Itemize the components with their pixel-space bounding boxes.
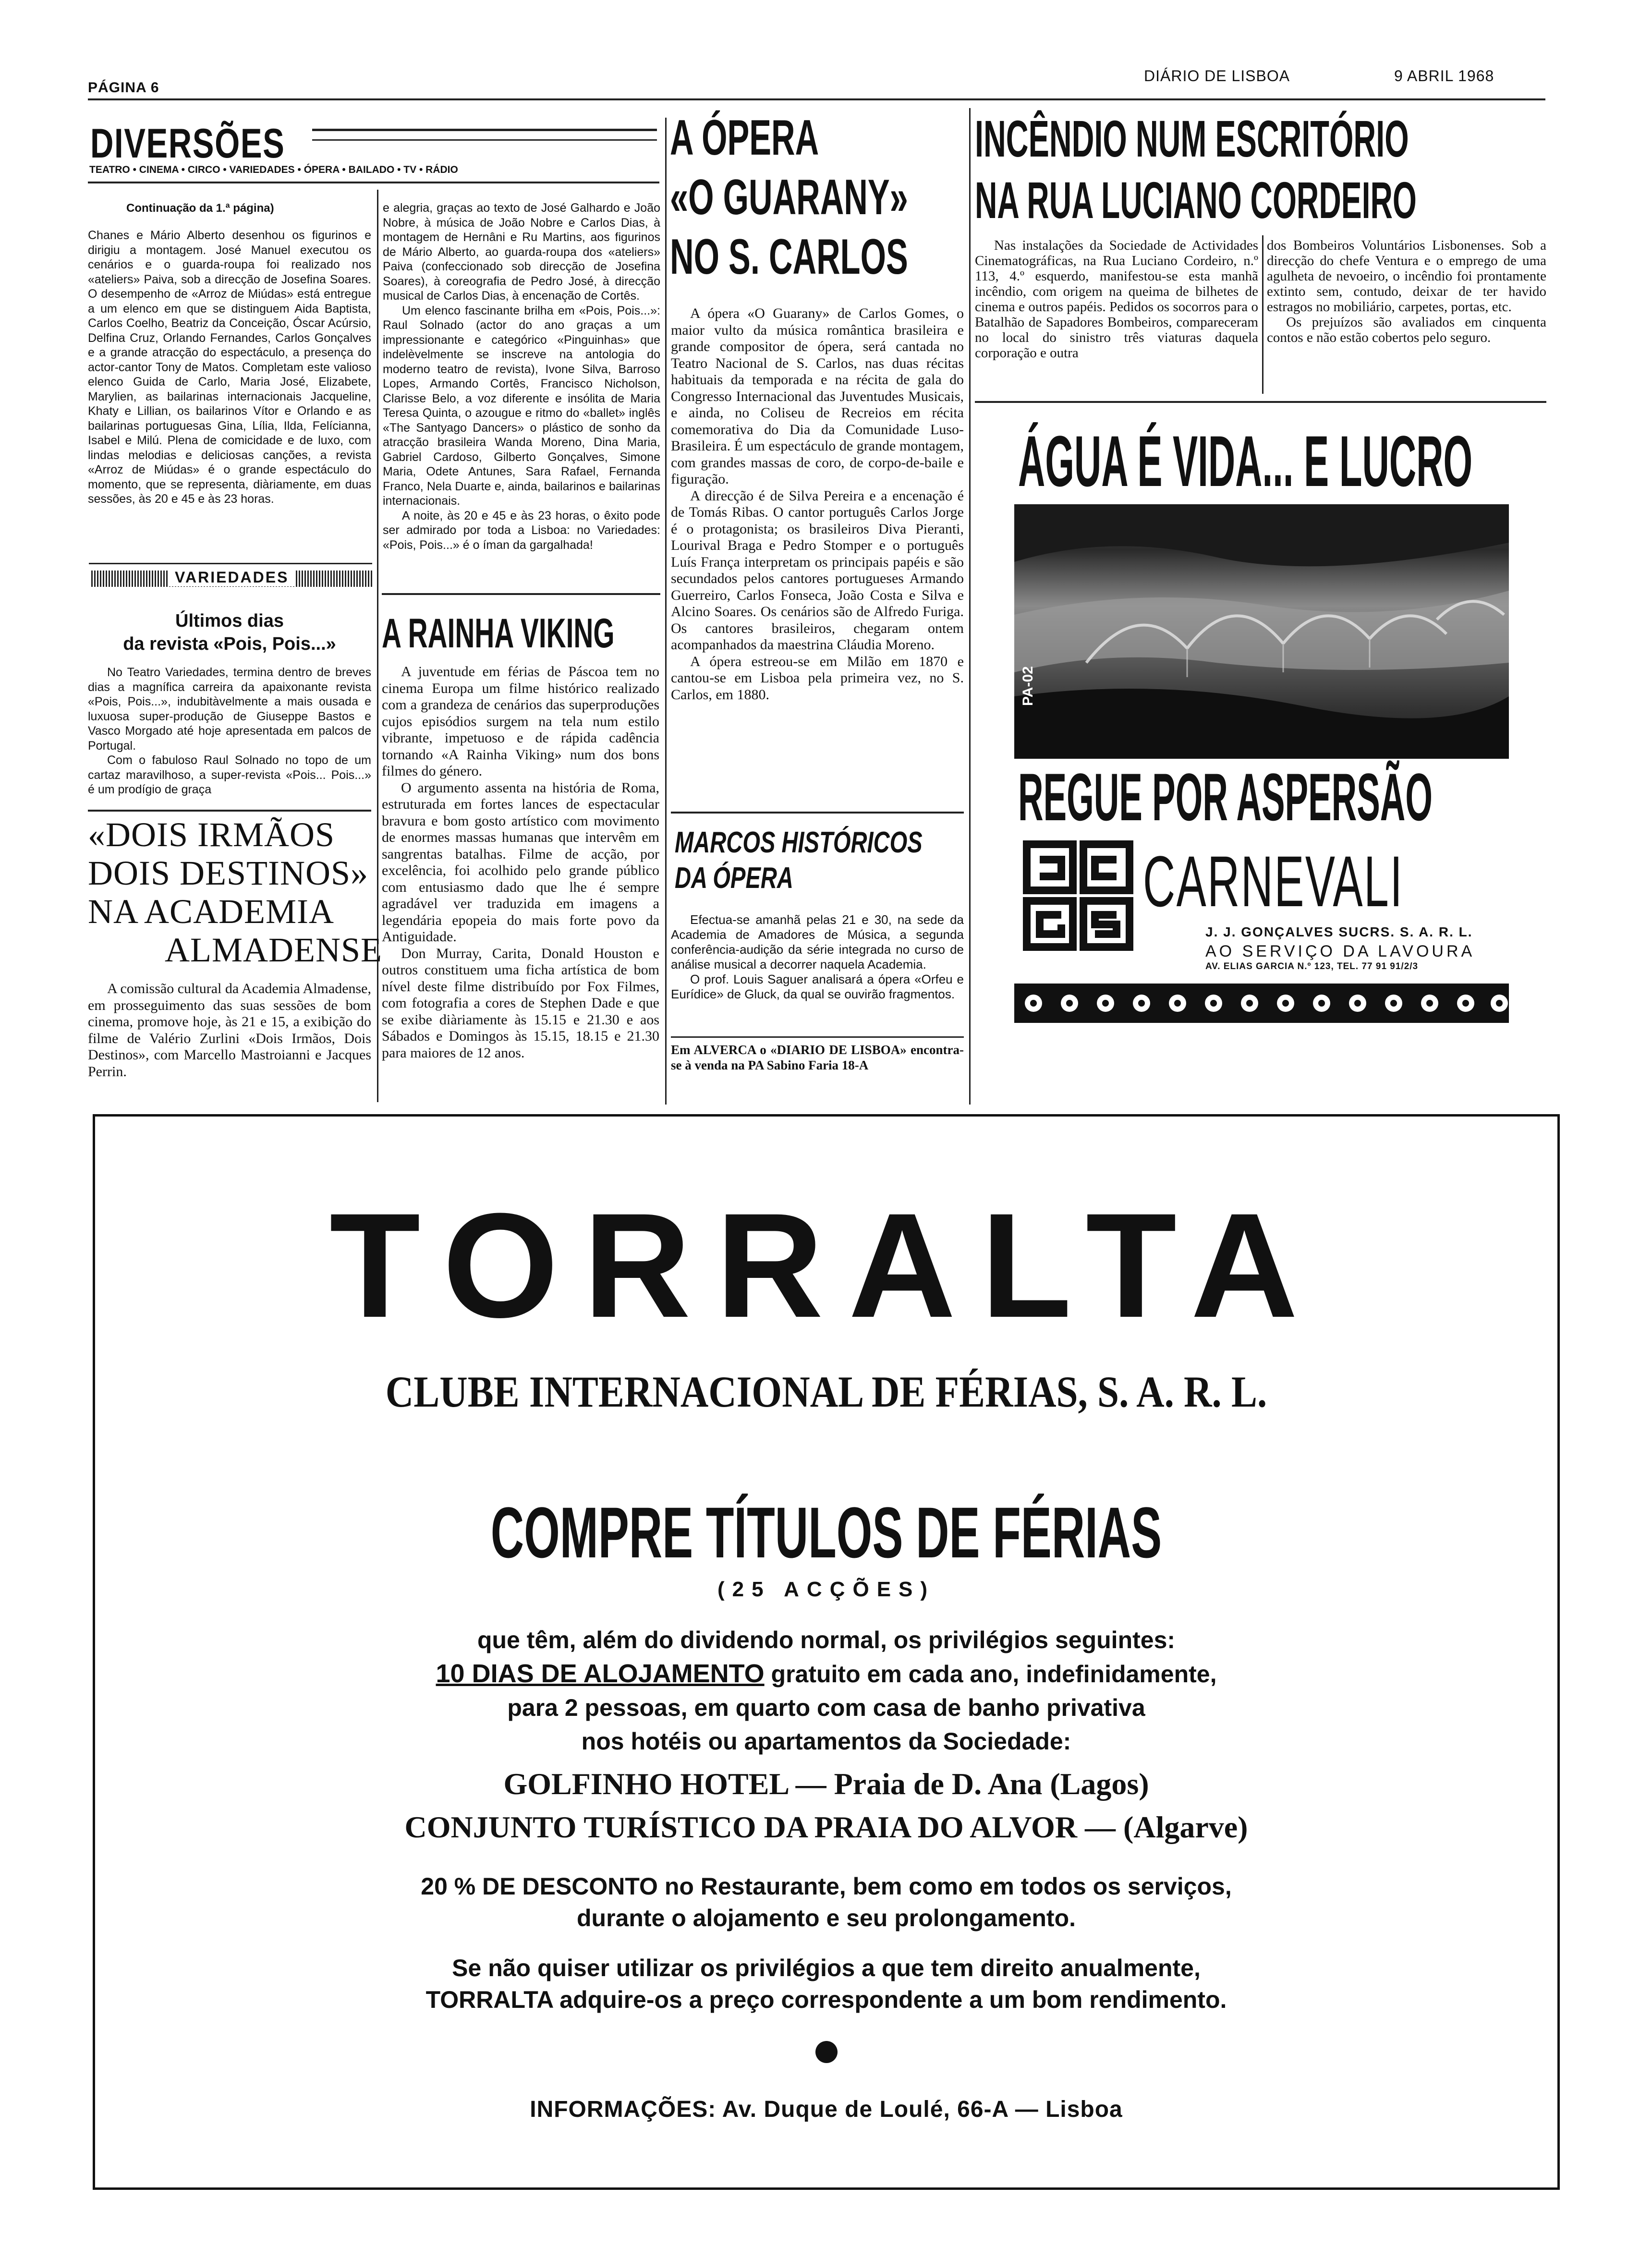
torralta-headline: COMPRE TÍTULOS DE FÉRIAS bbox=[490, 1492, 1162, 1573]
torralta-lodging-highlight: 10 DIAS DE ALOJAMENTO bbox=[436, 1659, 765, 1688]
torralta-discount bbox=[95, 1870, 1557, 1934]
opera-headline-1: A ÓPERA bbox=[670, 110, 819, 166]
carnevali-address: AV. ELIAS GARCIA N.º 123, TEL. 77 91 91/2/3 bbox=[1205, 961, 1419, 972]
torralta-brand: TORRALTA bbox=[329, 1182, 1324, 1348]
incendio-col2 bbox=[1267, 238, 1546, 345]
sprinkler-photo-illustration bbox=[1014, 504, 1509, 759]
dois-irmaos-headline bbox=[88, 815, 382, 969]
torralta-closing-line-1: Se não quiser utilizar os privilégios a que tem direito anualmente, bbox=[452, 1955, 1201, 1981]
incendio-col2-text-b: Os prejuízos são avaliados em cinquenta contos e não estão cobertos pelo seguro. bbox=[1267, 315, 1546, 345]
incendio-col2-text-a: dos Bombeiros Voluntários Lisbonenses. Sob a direcção do chefe Ventura e o emprego de uma agulheta de nevoeiro, o incêndio foi prontamente extinto sem, contudo, deixar de ter havido estragos no mobiliário, carpetes, portas, etc. bbox=[1267, 238, 1546, 315]
page-number: PÁGINA 6 bbox=[88, 80, 159, 96]
photo-tag: PA-02 bbox=[1020, 666, 1036, 706]
torralta-line-3: para 2 pessoas, em quarto com casa de banho privativa bbox=[507, 1694, 1145, 1721]
variedades-headline-1: Últimos dias bbox=[175, 611, 284, 631]
diversoes-col1-text: Chanes e Mário Alberto desenhou os figurinos e dirigiu a montagem. José Manuel executou os cenários e o guarda-roupa foi realizado nos «ateliers» Paiva, sob a direcção de Josefina Soares. O desempenho de «Arroz de Miúdas» está entregue a um elenco em que se distinguem Aida Baptista, Carlos Coelho, Beatriz da Conceição, Óscar Acúrsio, Delfina Cruz, Orlando Fernandes, Carlos Gonçalves e a grande atracção do espectáculo, a presença do actor-cantor Tony de Matos. Completam este valioso elenco Guida de Carlo, Maria José, Elizabete, Marylien, as bailarinas internacionais Jacqueline, Khaty e Lillian, os bailarinos Vítor e Orlando e as bailarinas portuguesas Gina, Lília, Ilda, Felícianna, Isabel e Milú. Plena de comicidade e de luxo, com lindas melodias e deliciosas canções, a revista «Arroz de Miúdas» é o grande espectáculo do momento, que se representa, diàriamente, em duas sessões, às 20 e 45 e às 23 horas. bbox=[88, 229, 371, 506]
torralta-discount-line-1 bbox=[95, 1870, 1557, 1902]
gs-logo-icon bbox=[1023, 840, 1133, 951]
alverca-notice: Em ALVERCA o «DIARIO DE LISBOA» encontra-se à venda na PA Sabino Faria 18-A bbox=[671, 1043, 964, 1072]
variedades-headline-2: da revista «Pois, Pois...» bbox=[123, 634, 336, 654]
marcos-text-2: O prof. Louis Saguer analisará a ópera «Orfeu e Eurídice» de Gluck, da qual se ouvirão fragmentos. bbox=[671, 972, 964, 1001]
diversoes-title-rule bbox=[312, 129, 657, 131]
carnevali-brand: CARNEVALI bbox=[1143, 841, 1404, 922]
dois-irmaos-headline-4: ALMADENSE bbox=[165, 931, 382, 969]
dois-irmaos-text: A comissão cultural da Academia Almadense, em prosseguimento das suas sessões de bom cinema, promove hoje, às 21 e 15, a exibição do filme de Valério Zurlini «Dois Irmãos, Dois Destinos», com Marcello Mastroianni e Jacques Perrin. bbox=[88, 981, 371, 1080]
diversoes-col2-text-b: Um elenco fascinante brilha em «Pois, Pois...»: Raul Solnado (actor do ano graças a um impressionante e categórico «Pinguinhas» que indelèvelmente se inscreve na antologia do moderno teatro de revista), Ivone Silva, Barroso Lopes, Armando Cortês, Francisco Nicholson, Clarisse Belo, a voz diferente e insólita de Maria Teresa Quinta, o azougue e ritmo do «ballet» inglês «The Santyago Dancers» o plástico de sonho da atracção brasileira Wanda Moreno, Dina Maria, Gabriel Cardoso, Gilberto Gonçalves, Simone Maria, Odete Antunes, Sara Rafael, Fernanda Franco, Nela Duarte e, ainda, bailarinos e bailarinas internacionais. bbox=[383, 304, 660, 508]
bullet-dot-icon bbox=[815, 2041, 838, 2063]
newspaper-name: DIÁRIO DE LISBOA bbox=[1144, 67, 1290, 85]
diversoes-col2-text-c: A noite, às 20 e 45 e às 23 horas, o êxito pode ser admirado por toda a Lisboa: no Variedades: «Pois, Pois...» é o íman da gargalhada! bbox=[383, 509, 660, 552]
torralta-hotel-2: CONJUNTO TURÍSTICO DA PRAIA DO ALVOR — (Algarve) bbox=[404, 1810, 1248, 1844]
diversoes-section-title: DIVERSÕES bbox=[90, 121, 285, 167]
incendio-headline-1: INCÊNDIO NUM ESCRITÓRIO bbox=[975, 109, 1409, 168]
diversoes-col2 bbox=[383, 201, 660, 552]
issue-date: 9 ABRIL 1968 bbox=[1394, 67, 1494, 85]
marcos-text-1: Efectua-se amanhã pelas 21 e 30, na sede da Academia de Amadores de Música, a segunda conferência-audição da série integrada no curso de análise musical a decorrer naquela Academia. bbox=[671, 912, 964, 972]
diversoes-subtitle: TEATRO • CINEMA • CIRCO • VARIEDADES • ÓPERA • BAILADO • TV • RÁDIO bbox=[89, 164, 458, 175]
torralta-discount-rest: no Restaurante, bem como em todos os serviços, bbox=[657, 1873, 1232, 1900]
carnevali-service: AO SERVIÇO DA LAVOURA bbox=[1205, 942, 1475, 960]
opera-text-3: A ópera estreou-se em Milão em 1870 e cantou-se em Lisboa pela primeira vez, no S. Carlos, em 1880. bbox=[671, 653, 964, 703]
torralta-line-2-rest: gratuito em cada ano, indefinidamente, bbox=[764, 1661, 1217, 1688]
torralta-line-2 bbox=[95, 1657, 1557, 1691]
carnevali-company: J. J. GONÇALVES SUCRS. S. A. R. L. bbox=[1205, 924, 1473, 939]
torralta-line-1: que têm, além do dividendo normal, os privilégios seguintes: bbox=[477, 1627, 1176, 1653]
torralta-club: CLUBE INTERNACIONAL DE FÉRIAS, S. A. R. L. bbox=[385, 1367, 1267, 1416]
variedades-label: VARIEDADES bbox=[168, 569, 295, 586]
marcos-headline-2: DA ÓPERA bbox=[675, 862, 793, 895]
dois-irmaos-headline-1: «DOIS IRMÃOS bbox=[88, 815, 335, 854]
opera-text-2: A direcção é de Silva Pereira e a encenação é de Tomás Ribas. O cantor português Carlos Jorge é o protagonista; os brasileiros Diva Pieranti, Lourival Braga e Pedro Stomper e o português Luís França interpretam os principais papéis e são secundados pelos cantores portugueses Armando Guerreiro, Carlos Fonseca, João Costa e Silva e Alcino Soares. Os cenários são de Alfredo Furiga. Os cantores brasileiros, chegaram ontem acompanhados da maestrina Cláudia Moreno. bbox=[671, 487, 964, 653]
rainha-viking-headline: A RAINHA VIKING bbox=[382, 610, 615, 656]
rainha-viking-body bbox=[382, 664, 659, 1061]
torralta-hotel-1: GOLFINHO HOTEL — Praia de D. Ana (Lagos) bbox=[503, 1767, 1149, 1801]
marcos-headline bbox=[675, 825, 968, 896]
variedades-text-2: Com o fabuloso Raul Solnado no topo de um cartaz maravilhoso, a super-revista «Pois... Pois...» é um prodígio de graça bbox=[88, 753, 371, 796]
opera-text-1: A ópera «O Guarany» de Carlos Gomes, o maior vulto da música romântica brasileira e grande compositor de ópera, será cantada no Teatro Nacional de S. Carlos, nas duas récitas habituais da temporada e na récita de gala do Congresso Internacional das Juventudes Musicais, e ainda, no Coliseu de Recreios em récita comemorativa do Dia da Comunidade Luso-Brasileira. É um espectáculo de grande montagem, com grandes massas de coro, de corpo-de-baile e figuração. bbox=[671, 305, 964, 487]
marcos-headline-1: MARCOS HISTÓRICOS bbox=[675, 826, 923, 859]
carnevali-ad bbox=[1013, 423, 1513, 1097]
opera-headline-3: NO S. CARLOS bbox=[670, 229, 908, 285]
torralta-info: INFORMAÇÕES: Av. Duque de Loulé, 66-A — Lisboa bbox=[530, 2097, 1123, 2122]
diversoes-col2-text-a: e alegria, graças ao texto de José Galhardo e João Nobre, à música de João Nobre e Carlos Dias, à montagem de Hernâni e Ru Martins, aos figurinos de Mário Alberto, ao guarda-roupa dos «ateliers» Paiva (confeccionado sob direcção de Josefina Soares), à coreografia de Pedro José, à direcção musical de Carlos Dias, à encenação de Cortês. bbox=[383, 201, 660, 303]
torralta-hotels bbox=[95, 1762, 1557, 1849]
dois-irmaos-headline-3: NA ACADEMIA bbox=[88, 892, 335, 931]
rainha-viking-text-1: A juventude em férias de Páscoa tem no cinema Europa um filme histórico realizado com a grandeza de cenários das superproduções cujos episódios surgem na tela num estilo vibrante, impetuoso e de rápida cadência tornando «A Rainha Viking» num dos bons filmes do género. bbox=[382, 664, 659, 779]
sprinkler-photo bbox=[1014, 504, 1509, 759]
torralta-line-4: nos hotéis ou apartamentos da Sociedade: bbox=[581, 1728, 1071, 1755]
torralta-closing-line-2: TORRALTA adquire-os a preço correspondente a um bom rendimento. bbox=[425, 1986, 1227, 2013]
opera-body bbox=[671, 305, 964, 703]
torralta-discount-line-2: durante o alojamento e seu prolongamento. bbox=[576, 1905, 1076, 1931]
torralta-ad bbox=[93, 1114, 1560, 2190]
torralta-closing bbox=[95, 1952, 1557, 2016]
marcos-body bbox=[671, 912, 964, 1002]
continuation-note: Continuação da 1.ª página) bbox=[126, 202, 274, 215]
carnevali-headline: ÁGUA É VIDA... E LUCRO bbox=[1018, 421, 1473, 501]
torralta-benefits bbox=[95, 1623, 1557, 1758]
rainha-viking-text-2: O argumento assenta na história de Roma, estruturada em fortes lances de espectacular bravura e bom gosto artístico com movimento de enormes massas humanas que intervêm em sangrentas batalhas. Filme de acção, por excelência, foi acolhido pelo grande público com entusiasmo dado que lhe é sempre agradável ver traduzida em imagens a legendária epopeia do mais forte povo da Antiguidade. bbox=[382, 779, 659, 945]
torralta-shares: (25 ACÇÕES) bbox=[717, 1578, 935, 1601]
drop-pattern-icon bbox=[1014, 984, 1509, 1023]
header-rule bbox=[88, 98, 1545, 100]
incendio-headline bbox=[975, 108, 1551, 231]
rainha-viking-text-3: Don Murray, Carita, Donald Houston e outros constituem uma ficha artística de bom nível deste filme distribuído por Fox Filmes, com fotografia a cores de Stephen Dade e que se exibe diàriamente às 15.15 e 21.30 e aos Sábados e Domingos às 15.15, 18.15 e 21.30 para maiores de 12 anos. bbox=[382, 945, 659, 1061]
incendio-headline-2: NA RUA LUCIANO CORDEIRO bbox=[975, 171, 1417, 229]
carnevali-ornament-border bbox=[1014, 984, 1509, 1023]
carnevali-slogan: REGUE POR ASPERSÃO bbox=[1018, 759, 1433, 835]
opera-headline bbox=[670, 108, 963, 287]
incendio-col1-text: Nas instalações da Sociedade de Actividades Cinematográficas, na Rua Luciano Cordeiro, n.º 113, 4.º esquerdo, manifestou-se esta manhã incêndio, com origem na queima de bilhetes de cinema e outros papéis. Pedidos os socorros para o Batalhão de Sapadores Bombeiros, compareceram no local do sinistro três viaturas daquela corporação e outra bbox=[975, 238, 1258, 361]
variedades-body bbox=[88, 665, 371, 797]
dois-irmaos-headline-2: DOIS DESTINOS» bbox=[88, 854, 369, 892]
opera-headline-2: «O GUARANY» bbox=[670, 170, 908, 225]
torralta-discount-highlight: 20 % DE DESCONTO bbox=[421, 1873, 658, 1900]
variedades-text-1: No Teatro Variedades, termina dentro de breves dias a magnífica carreira da apaixonante revista «Pois, Pois...», indubitàvelmente a mais ousada e luxuosa super-produção de Giuseppe Bastos e Vasco Morgado até hoje apresentada em palcos de Portugal. bbox=[88, 666, 371, 753]
